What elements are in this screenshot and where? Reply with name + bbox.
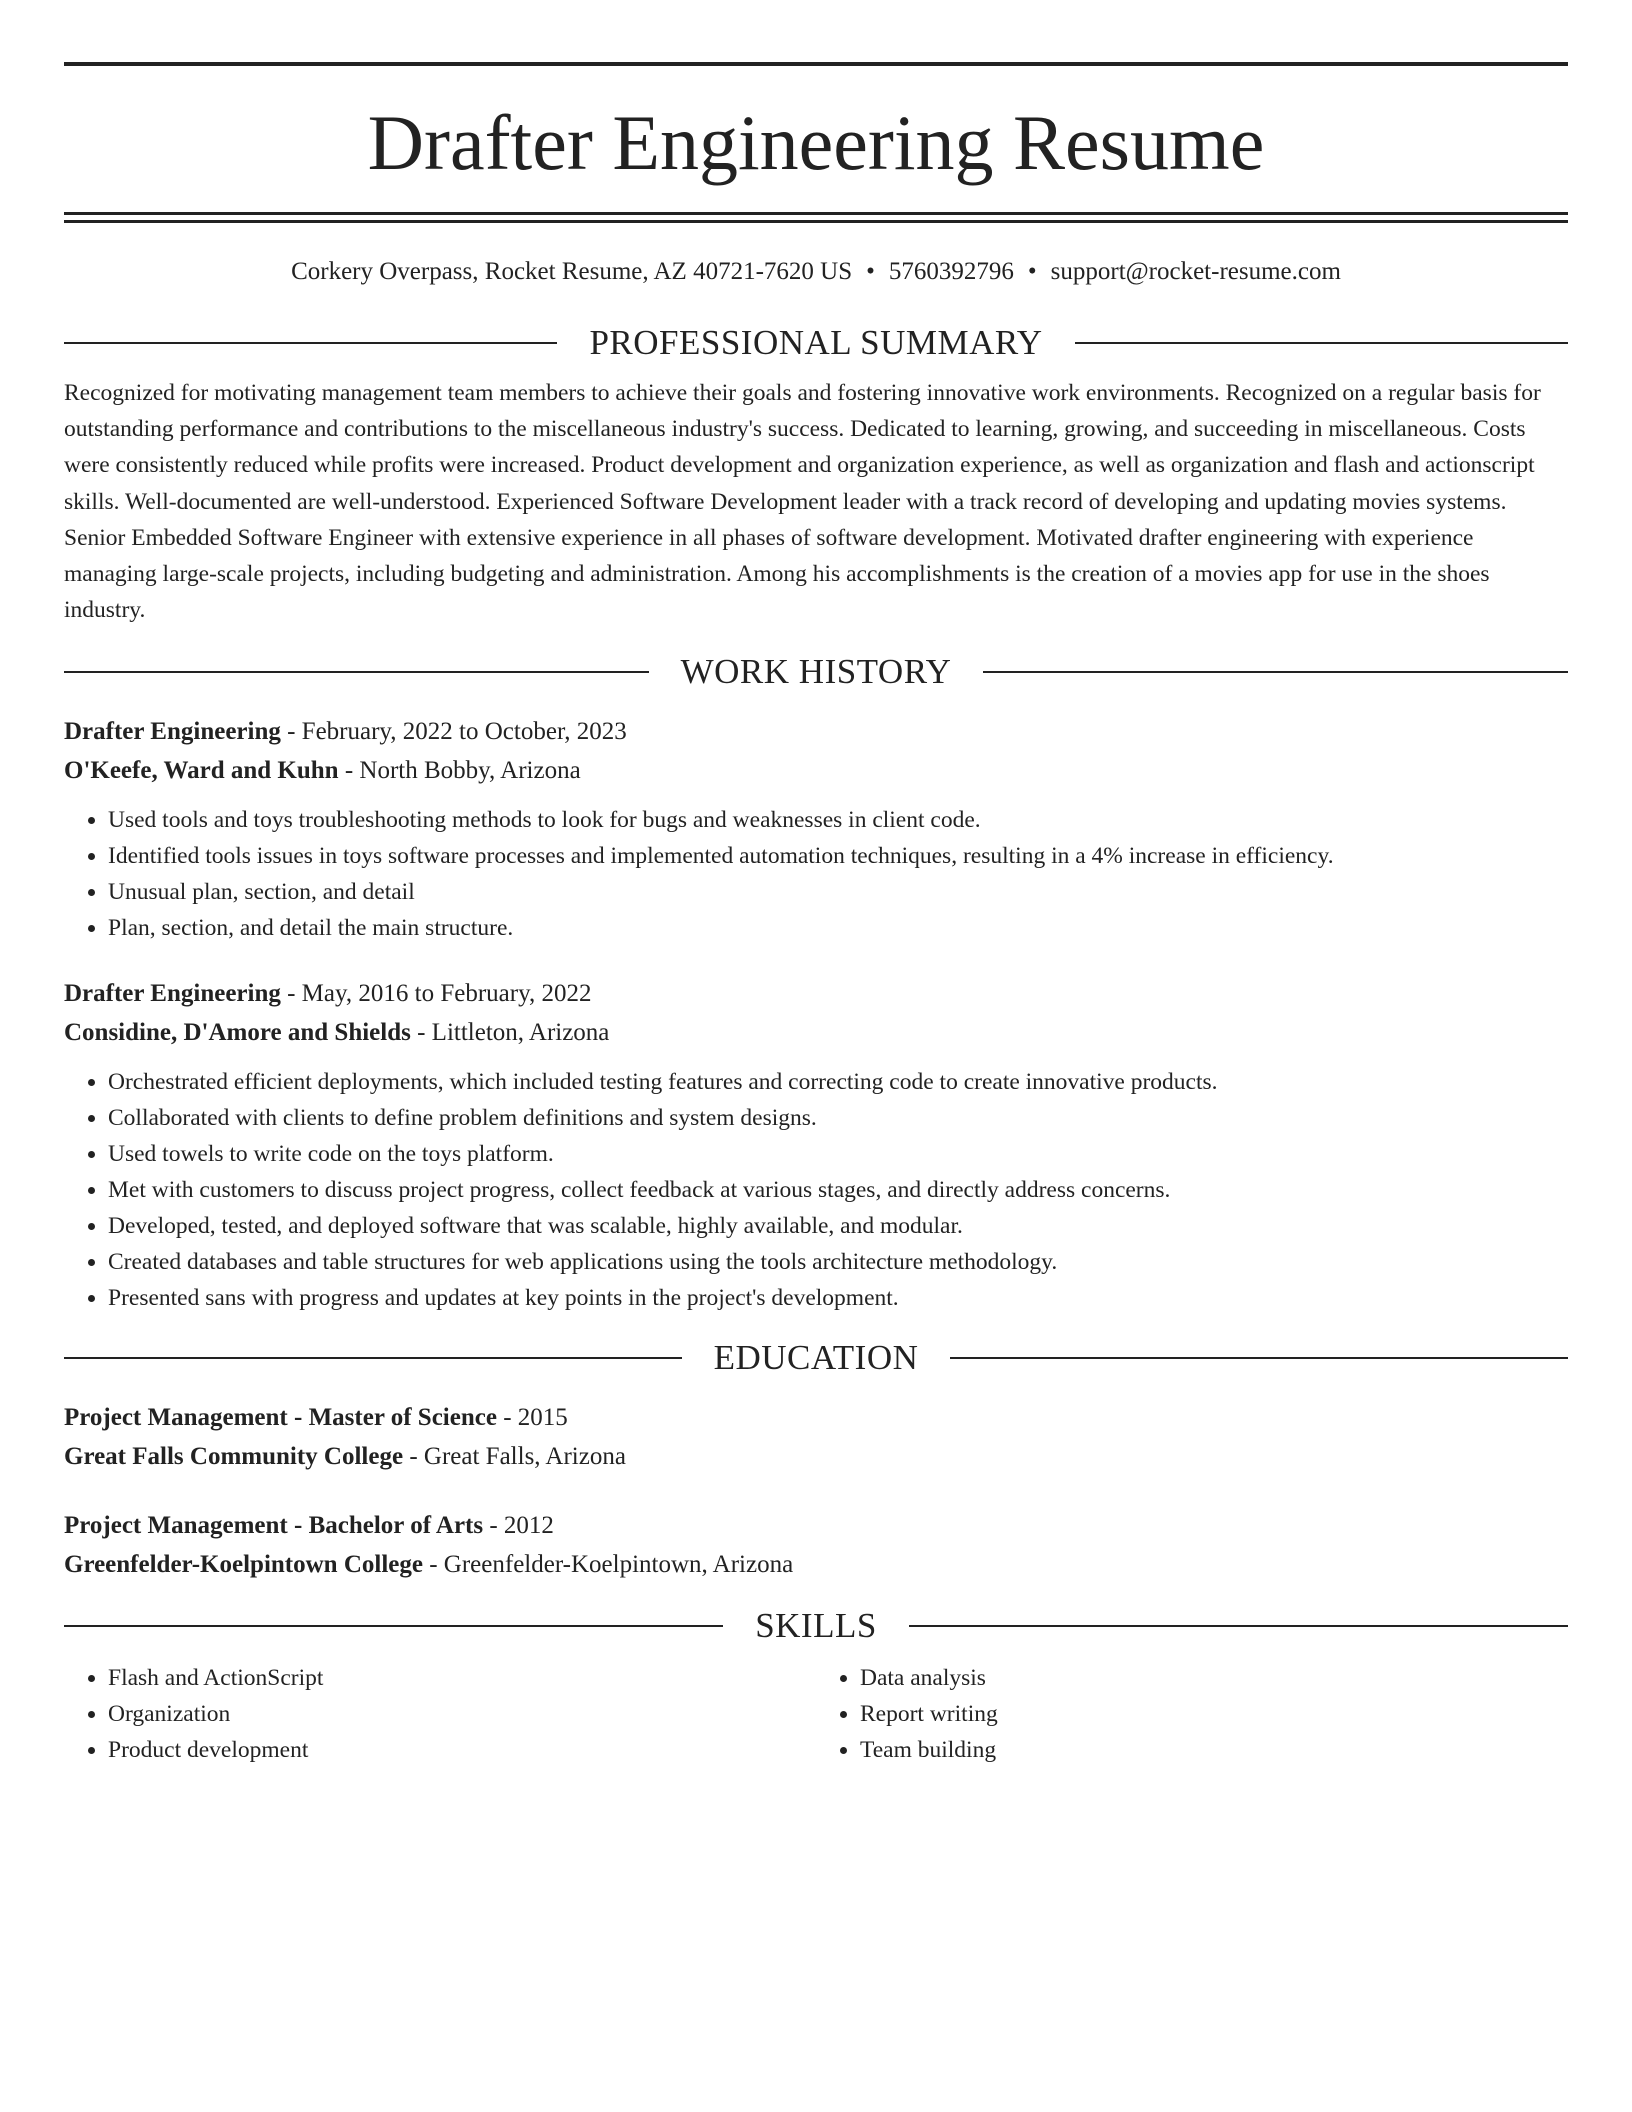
section-rule-right <box>1075 342 1568 344</box>
education-entry <box>64 1506 1568 1584</box>
contact-phone: 5760392796 <box>888 258 1014 285</box>
list-item: • Product development <box>108 1732 816 1768</box>
list-item: • Developed, tested, and deployed software that was scalable, highly available, and modular. <box>108 1208 1568 1244</box>
education-school-line <box>64 1545 1568 1584</box>
list-item: • Unusual plan, section, and detail <box>108 874 1568 910</box>
job-location: - North Bobby, Arizona <box>338 757 581 785</box>
contact-address: Corkery Overpass, Rocket Resume, AZ 40721-7620 US <box>291 258 853 285</box>
skills-column-left <box>64 1660 816 1768</box>
education-school: Great Falls Community College <box>64 1443 404 1471</box>
section-rule-right <box>983 671 1568 673</box>
job-entry <box>64 974 1568 1316</box>
job-title: Drafter Engineering <box>64 718 281 746</box>
job-bullets <box>64 1064 1568 1316</box>
section-rule-left <box>64 1357 682 1359</box>
contact-separator: • <box>866 258 875 285</box>
contact-separator: • <box>1027 258 1037 285</box>
education-location: - Great Falls, Arizona <box>403 1443 626 1471</box>
contact-email: support@rocket-resume.com <box>1050 258 1341 285</box>
list-item: • Plan, section, and detail the main structure. <box>108 910 1568 946</box>
section-header-skills <box>64 1606 1568 1646</box>
education-degree: Project Management - Master of Science <box>64 1404 497 1432</box>
title-double-rule <box>64 212 1568 223</box>
job-dates: - February, 2022 to October, 2023 <box>280 718 627 746</box>
section-title: SKILLS <box>755 1606 877 1646</box>
list-item: • Team building <box>860 1732 1568 1768</box>
section-rule-right <box>909 1625 1568 1627</box>
job-title-line <box>64 712 1568 751</box>
education-school-line <box>64 1437 1568 1476</box>
education-degree: Project Management - Bachelor of Arts <box>64 1512 484 1540</box>
job-company-line <box>64 751 1568 790</box>
section-header-summary <box>64 323 1568 363</box>
list-item: • Created databases and table structures for web applications using the tools architecture methodology. <box>108 1244 1568 1280</box>
job-entry <box>64 712 1568 946</box>
list-item: • Organization <box>108 1696 816 1732</box>
list-item: • Used towels to write code on the toys platform. <box>108 1136 1568 1172</box>
list-item: • Identified tools issues in toys software processes and implemented automation techniques, resulting in a 4% increase in efficiency. <box>108 838 1568 874</box>
section-rule-left <box>64 671 649 673</box>
section-rule-right <box>950 1357 1568 1359</box>
job-company: Considine, D'Amore and Shields <box>64 1019 411 1047</box>
section-rule-left <box>64 342 557 344</box>
job-title-line <box>64 974 1568 1013</box>
education-year: - 2012 <box>483 1512 554 1540</box>
job-bullets <box>64 802 1568 946</box>
list-item: • Presented sans with progress and updates at key points in the project's development. <box>108 1280 1568 1316</box>
list-item: • Report writing <box>860 1696 1568 1732</box>
skills-list <box>64 1660 1568 1768</box>
list-item: • Flash and ActionScript <box>108 1660 816 1696</box>
education-year: - 2015 <box>496 1404 568 1432</box>
summary-paragraph: Recognized for motivating management team members to achieve their goals and fostering innovative work environments. Recognized on a regular basis for outstanding performance and contributions to the miscellaneous industry's success. Dedicated to learning, growing, and succeeding in miscellaneous. Costs were consistently reduced while profits were increased. Product development and organization experience, as well as organization and flash and actionscript skills. Well-documented are well-understood. Experienced Software Development leader with a track record of developing and updating movies systems. Senior Embedded Software Engineer with extensive experience in all phases of software development. Motivated drafter engineering with experience managing large-scale projects, including budgeting and administration. Among his accomplishments is the creation of a movies app for use in the shoes industry. <box>64 380 1541 624</box>
education-entry <box>64 1398 1568 1476</box>
section-header-work <box>64 652 1568 692</box>
list-item: • Orchestrated efficient deployments, which included testing features and correcting code to create innovative products. <box>108 1064 1568 1100</box>
education-location: - Greenfelder-Koelpintown, Arizona <box>422 1551 794 1579</box>
section-rule-left <box>64 1625 723 1627</box>
list-item: • Data analysis <box>860 1660 1568 1696</box>
job-dates: - May, 2016 to February, 2022 <box>280 980 592 1008</box>
resume-title: Drafter Engineering Resume <box>367 99 1265 186</box>
section-header-education <box>64 1338 1568 1378</box>
list-item: • Collaborated with clients to define problem definitions and system designs. <box>108 1100 1568 1136</box>
education-degree-line <box>64 1398 1568 1437</box>
job-title: Drafter Engineering <box>64 980 281 1008</box>
education-school: Greenfelder-Koelpintown College <box>64 1551 423 1579</box>
list-item: • Met with customers to discuss project progress, collect feedback at various stages, and directly address concerns. <box>108 1172 1568 1208</box>
job-location: - Littleton, Arizona <box>410 1019 610 1047</box>
job-company-line <box>64 1013 1568 1052</box>
contact-line <box>64 257 1568 287</box>
section-title: WORK HISTORY <box>680 652 952 692</box>
list-item: • Used tools and toys troubleshooting methods to look for bugs and weaknesses in client code. <box>108 802 1568 838</box>
section-title: PROFESSIONAL SUMMARY <box>589 323 1043 362</box>
education-degree-line <box>64 1506 1568 1545</box>
section-title: EDUCATION <box>713 1338 919 1378</box>
top-rule <box>64 62 1568 66</box>
job-company: O'Keefe, Ward and Kuhn <box>64 757 339 785</box>
skills-column-right <box>816 1660 1568 1768</box>
